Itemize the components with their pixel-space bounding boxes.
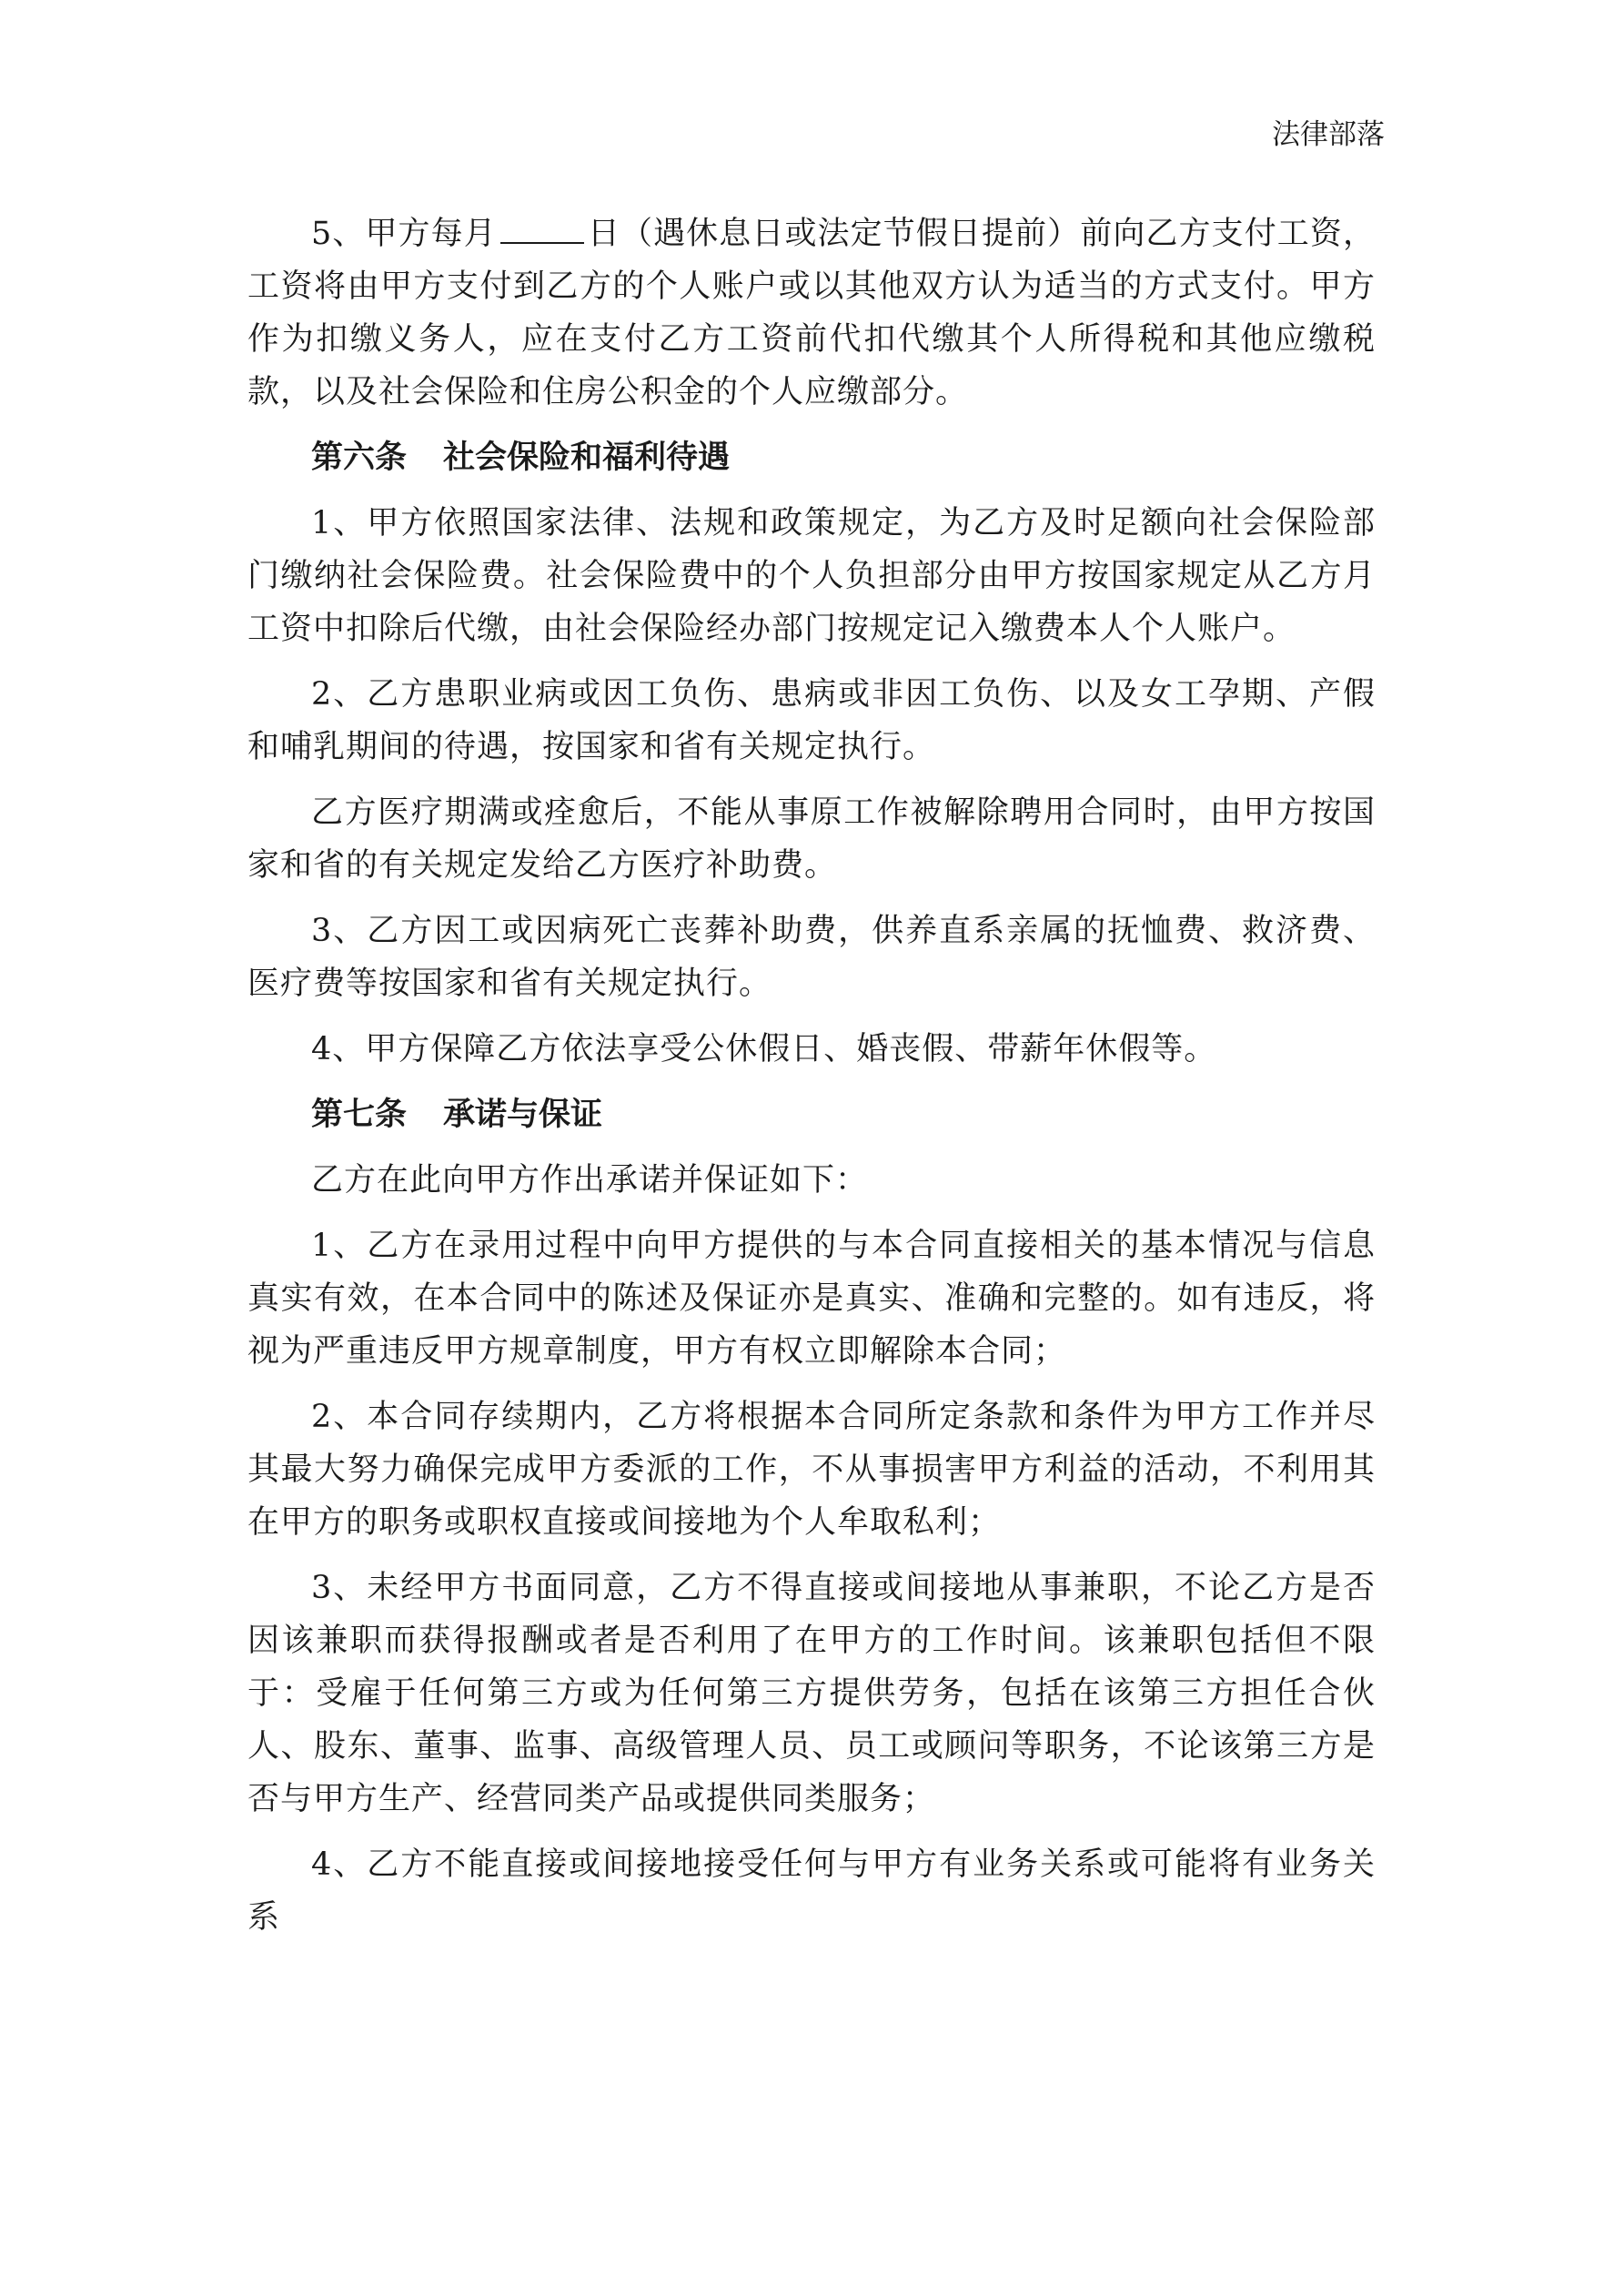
article-7-intro: 乙方在此向甲方作出承诺并保证如下：: [311, 1162, 869, 1199]
document-body: [247, 207, 1376, 1957]
pay-day-blank: [500, 215, 584, 244]
article-7-title: 承诺与保证: [443, 1097, 603, 1133]
clause-5-suffix: 日（遇休息日或法定节假日提前）前向乙方支付工资，工资将由甲方支付到乙方的个人账户或以其他双方认为适当的方式支付。甲方作为扣缴义务人，应在支付乙方工资前代扣代缴其个人所得税和其他应缴税款，以及社会保险和住房公积金的个人应缴部分。: [247, 216, 1376, 410]
article-6-number: 第六条: [311, 440, 408, 476]
article-7-paragraph-1: 1、乙方在录用过程中向甲方提供的与本合同直接相关的基本情况与信息真实有效，在本合同中的陈述及保证亦是真实、准确和完整的。如有违反，将视为严重违反甲方规章制度，甲方有权立即解除本合同；: [247, 1228, 1376, 1370]
article-7-paragraph-3: 3、未经甲方书面同意，乙方不得直接或间接地从事兼职，不论乙方是否因该兼职而获得报酬或者是否利用了在甲方的工作时间。该兼职包括但不限于：受雇于任何第三方或为任何第三方提供劳务，包括在该第三方担任合伙人、股东、董事、监事、高级管理人员、员工或顾问等职务，不论该第三方是否与甲方生产、经营同类产品或提供同类服务；: [247, 1570, 1376, 1817]
article-7-paragraph-4: 4、乙方不能直接或间接地接受任何与甲方有业务关系或可能将有业务关系: [247, 1846, 1376, 1936]
page-header: 法律部落: [1272, 118, 1385, 151]
article-6-paragraph-3: 乙方医疗期满或痊愈后，不能从事原工作被解除聘用合同时，由甲方按国家和省的有关规定发给乙方医疗补助费。: [247, 794, 1376, 884]
clause-5-paragraph: [247, 207, 1376, 419]
article-6-paragraph-2: 2、乙方患职业病或因工负伤、患病或非因工负伤、以及女工孕期、产假和哺乳期间的待遇，按国家和省有关规定执行。: [247, 676, 1376, 765]
article-6-title: 社会保险和福利待遇: [443, 440, 731, 476]
article-6-paragraph-1: 1、甲方依照国家法律、法规和政策规定，为乙方及时足额向社会保险部门缴纳社会保险费。社会保险费中的个人负担部分由甲方按国家规定从乙方月工资中扣除后代缴，由社会保险经办部门按规定记入缴费本人个人账户。: [247, 505, 1376, 647]
article-7-heading: [247, 1088, 1376, 1141]
article-6-paragraph-4: 3、乙方因工或因病死亡丧葬补助费，供养直系亲属的抚恤费、救济费、医疗费等按国家和省有关规定执行。: [247, 913, 1376, 1002]
article-6-paragraph-5: 4、甲方保障乙方依法享受公休假日、婚丧假、带薪年休假等。: [311, 1031, 1217, 1067]
article-7-paragraph-2: 2、本合同存续期内，乙方将根据本合同所定条款和条件为甲方工作并尽其最大努力确保完成甲方委派的工作，不从事损害甲方利益的活动，不利用其在甲方的职务或职权直接或间接地为个人牟取私利；: [247, 1399, 1376, 1541]
clause-5-prefix: 5、甲方每月: [311, 216, 497, 252]
article-6-heading: [247, 431, 1376, 484]
article-7-number: 第七条: [311, 1097, 408, 1133]
